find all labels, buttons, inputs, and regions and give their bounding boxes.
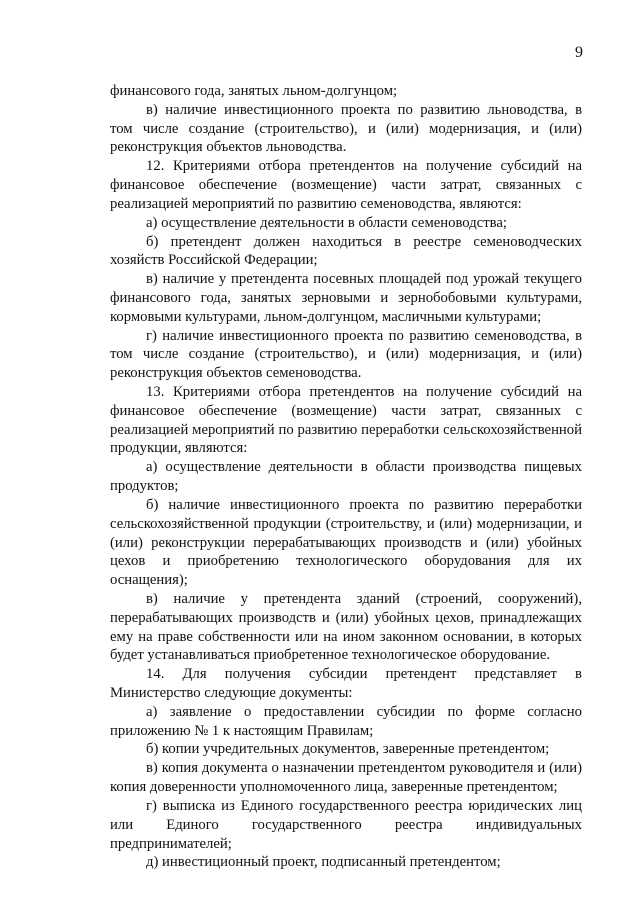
document-paragraph: б) претендент должен находиться в реестре семеноводческих хозяйств Российской Федерации; [110, 233, 582, 269]
document-paragraph: а) осуществление деятельности в области производства пищевых продуктов; [110, 459, 582, 495]
document-paragraph: финансового года, занятых льном-долгунцом; [110, 83, 398, 99]
document-paragraph: в) наличие у претендента зданий (строений, сооружений), перерабатывающих производств и (или) убойных цехов, принадлежащих ему на праве собственности или на ином законном основании, в которых будет устанавливаться приобретенное технологическое оборудование. [110, 590, 582, 664]
document-paragraph: в) наличие инвестиционного проекта по развитию льноводства, в том числе создание (строительство), и (или) модернизация, и (или) реконструкция объектов льноводства. [110, 101, 582, 156]
document-paragraph: г) наличие инвестиционного проекта по развитию семеноводства, в том числе создание (строительство), и (или) модернизация, и (или) реконструкция объектов семеноводства. [110, 327, 582, 382]
document-paragraph: 12. Критериями отбора претендентов на получение субсидий на финансовое обеспечение (возмещение) части затрат, связанных с реализацией мероприятий по развитию семеноводства, являются: [110, 158, 582, 212]
document-body [110, 82, 582, 872]
document-paragraph: 13. Критериями отбора претендентов на получение субсидий на финансовое обеспечение (возмещение) части затрат, связанных с реализацией мероприятий по развитию переработки сельскохозяйственной продукции, являются: [110, 384, 582, 457]
document-paragraph: д) инвестиционный проект, подписанный претендентом; [146, 854, 501, 871]
document-paragraph: г) выписка из Единого государственного реестра юридических лиц или Единого государственного реестра индивидуальных предпринимателей; [110, 797, 582, 852]
document-paragraph: 14. Для получения субсидии претендент представляет в Министерство следующие документы: [110, 666, 582, 701]
document-paragraph: а) заявление о предоставлении субсидии по форме согласно приложению № 1 к настоящим Правилам; [110, 703, 582, 739]
document-paragraph: б) копии учредительных документов, заверенные претендентом; [146, 741, 550, 758]
document-paragraph: а) осуществление деятельности в области семеноводства; [146, 214, 507, 231]
document-paragraph: в) наличие у претендента посевных площадей под урожай текущего финансового года, занятых зерновыми и зернобобовыми культурами, кормовыми культурами, льном-долгунцом, масличными культурами; [110, 271, 582, 325]
document-paragraph: б) наличие инвестиционного проекта по развитию переработки сельскохозяйственной продукции (строительству, и (или) модернизации, и (или) реконструкции перерабатывающих производств и (или) убойных цехов и приобретению технологического оборудования для их оснащения); [110, 496, 582, 589]
document-paragraph: в) копия документа о назначении претендентом руководителя и (или) копия доверенности уполномоченного лица, заверенные претендентом; [110, 760, 582, 796]
page-number: 9 [575, 44, 583, 61]
